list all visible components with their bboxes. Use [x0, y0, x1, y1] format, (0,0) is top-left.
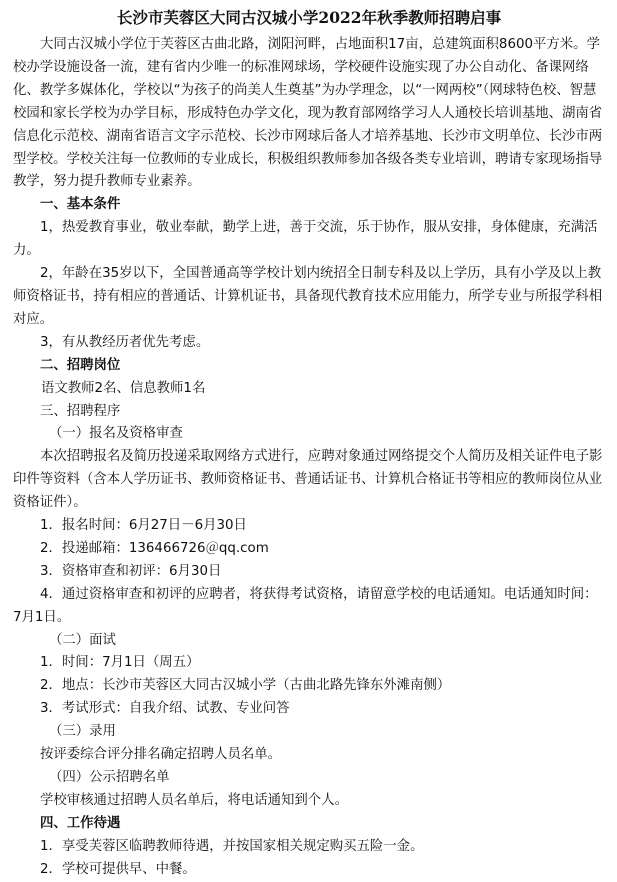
registration-item: 1．报名时间：6月27日－6月30日: [40, 518, 247, 534]
publicity-body: 学校审核通过招聘人员名单后，将电话通知到个人。: [40, 792, 348, 808]
subsection-hiring-heading: （三）录用: [49, 724, 116, 740]
section-procedure-heading: 三、招聘程序: [40, 403, 121, 419]
interview-item: 2．地点：长沙市芙蓉区大同古汉城小学（古曲北路先锋东外滩南侧）: [40, 678, 451, 694]
benefit-item: 1．享受芙蓉区临聘教师待遇，并按国家相关规定购买五险一金。: [40, 838, 424, 854]
registration-email: 2．投递邮箱：136466726＠qq.com: [40, 540, 269, 556]
section-positions-heading: 二、招聘岗位: [40, 357, 121, 373]
subsection-publicity-heading: （四）公示招聘名单: [49, 770, 170, 785]
subsection-interview-heading: （二）面试: [49, 632, 116, 648]
interview-item: 1．时间：7月1日（周五）: [40, 655, 200, 671]
benefit-item: 2．学校可提供早、中餐。: [40, 861, 196, 877]
registration-item: 4．通过资格审查和初评的应聘者，将获得考试资格，请留意学校的电话通知。电话通知时间：7月1日。: [13, 586, 598, 625]
notice-title: 长沙市芙蓉区大同古汉城小学2022年秋季教师招聘启事: [116, 8, 502, 27]
section-benefits-heading: 四、工作待遇: [40, 815, 121, 831]
section-basic-conditions-heading: 一、基本条件: [40, 197, 121, 213]
hiring-body: 按评委综合评分排名确定招聘人员名单。: [40, 747, 282, 763]
subsection-registration-heading: （一）报名及资格审查: [49, 426, 183, 442]
condition-item: 2，年龄在35岁以下，全国普通高等学校计划内统招全日制专科及以上学历，具有小学及以上教师资格证书，持有相应的普通话、计算机证书，具备现代教育技术应用能力，所学专业与所报学科相对应。: [13, 266, 603, 327]
registration-body: 本次招聘报名及简历投递采取网络方式进行，应聘对象通过网络提交个人简历及相关证件电子影印件等资料（含本人学历证书、教师资格证书、普通话证书、计算机合格证书等相应的教师岗位从业资格证件）。: [13, 449, 603, 511]
positions-content: 语文教师2名、信息教师1名: [41, 380, 206, 396]
intro-paragraph: 大同古汉城小学位于芙蓉区古曲北路，浏阳河畔，占地面积17亩，总建筑面积8600平方米。学校办学设施设备一流，建有省内少唯一的标准网球场，学校硬件设施实现了办公自动化、备课网络化、教学多媒体化，学校以“为孩子的尚美人生奠基”为办学理念，以“一网两校”（网球特色校、智慧校园和家长学校为办学目标，形成特色办学文化，现为教育部网络学习人人通校长培训基地、湖南省信息化示范校、湖南省语言文字示范校、长沙市网球后备人才培养基地、长沙市文明单位、长沙市两型学校。学校关注每一位教师的专业成长，积极组织教师参加各级各类专业培训，聘请专家现场指导教学，努力提升教师专业素养。: [13, 37, 603, 190]
registration-item: 3．资格审查和初评：6月30日: [40, 563, 222, 579]
interview-item: 3．考试形式：自我介绍、试教、专业问答: [40, 701, 290, 717]
condition-item: 1，热爱教育事业，敬业奉献，勤学上进，善于交流，乐于协作，服从安排，身体健康，充满活力。: [13, 220, 598, 259]
condition-item: 3，有从教经历者优先考虑。: [40, 334, 210, 350]
